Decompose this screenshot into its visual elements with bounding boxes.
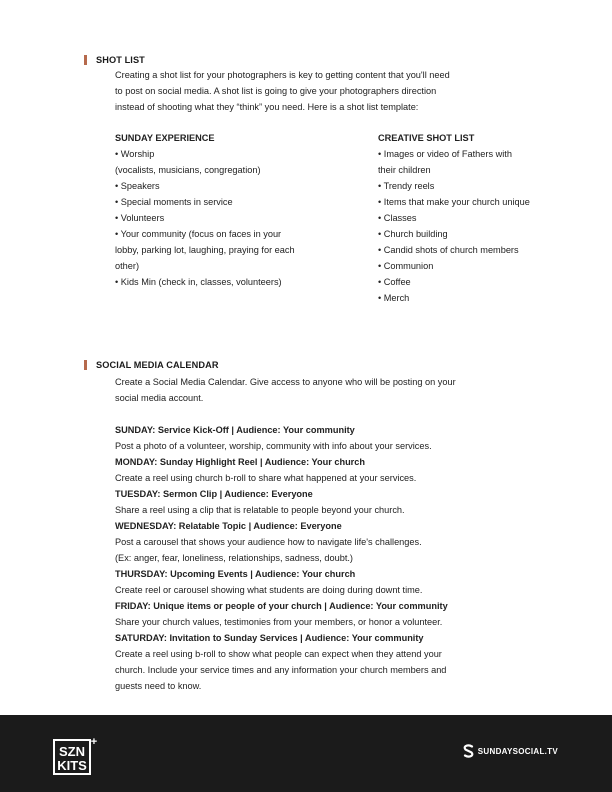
- calendar-day-saturday: [115, 630, 448, 694]
- day-heading: SATURDAY: Invitation to Sunday Services | Audience: Your community: [115, 633, 424, 643]
- intro-line: Creating a shot list for your photographers is key to getting content that you'll need: [115, 70, 450, 80]
- day-heading: TUESDAY: Sermon Clip | Audience: Everyone: [115, 489, 313, 499]
- list-item: • Your community (focus on faces in your: [115, 229, 282, 239]
- list-item: • Church building: [378, 229, 448, 239]
- list-item: • Images or video of Fathers with: [378, 149, 512, 159]
- sundaysocial-logo: [463, 744, 558, 758]
- calendar-day-thursday: [115, 566, 448, 598]
- sunday-experience-column: [115, 130, 295, 290]
- list-item: • Special moments in service: [115, 197, 233, 207]
- calendar-day-wednesday: [115, 518, 448, 566]
- list-item: • Volunteers: [115, 213, 165, 223]
- list-item: • Coffee: [378, 277, 411, 287]
- section-title: SOCIAL MEDIA CALENDAR: [96, 360, 219, 370]
- site-url: SUNDAYSOCIAL.TV: [477, 746, 558, 756]
- day-description: guests need to know.: [115, 681, 202, 691]
- intro-line: to post on social media. A shot list is going to give your photographers direction: [115, 86, 437, 96]
- day-description: Post a photo of a volunteer, worship, community with info about your services.: [115, 441, 432, 451]
- day-description: Share a reel using a clip that is relatable to people beyond your church.: [115, 505, 405, 515]
- logo-text-line2: KITS: [57, 758, 87, 773]
- day-heading: SUNDAY: Service Kick-Off | Audience: Your community: [115, 425, 355, 435]
- list-item: lobby, parking lot, laughing, praying for each: [115, 245, 295, 255]
- list-item: • Trendy reels: [378, 181, 435, 191]
- day-description: church. Include your service times and any information your church members and: [115, 665, 447, 675]
- intro-line: Create a Social Media Calendar. Give access to anyone who will be posting on your: [115, 377, 456, 387]
- shot-list-intro: [115, 67, 450, 115]
- intro-line: instead of shooting what they “think” you need. Here is a shot list template:: [115, 102, 419, 112]
- calendar-day-sunday: [115, 422, 448, 454]
- list-item: • Communion: [378, 261, 434, 271]
- s-mark-icon: [463, 744, 474, 758]
- list-item: • Worship: [115, 149, 155, 159]
- szn-kits-logo: [53, 736, 99, 776]
- day-heading: WEDNESDAY: Relatable Topic | Audience: Everyone: [115, 521, 342, 531]
- intro-line: social media account.: [115, 393, 204, 403]
- list-item: • Kids Min (check in, classes, volunteers): [115, 277, 282, 287]
- day-heading: THURSDAY: Upcoming Events | Audience: Your church: [115, 569, 356, 579]
- shot-list-heading: [84, 53, 145, 67]
- footer-bar: [0, 715, 612, 792]
- list-item: • Merch: [378, 293, 410, 303]
- calendar-day-tuesday: [115, 486, 448, 518]
- calendar-schedule: [115, 422, 448, 694]
- calendar-day-monday: [115, 454, 448, 486]
- list-item: • Candid shots of church members: [378, 245, 519, 255]
- creative-shot-list-column: [378, 130, 530, 306]
- list-item: • Classes: [378, 213, 417, 223]
- day-description: Share your church values, testimonies from your members, or honor a volunteer.: [115, 617, 443, 627]
- list-item: their children: [378, 165, 431, 175]
- calendar-heading: [84, 358, 219, 372]
- calendar-day-friday: [115, 598, 448, 630]
- column-title: CREATIVE SHOT LIST: [378, 133, 475, 143]
- list-item: • Items that make your church unique: [378, 197, 530, 207]
- day-description: Create a reel using church b-roll to share what happened at your services.: [115, 473, 417, 483]
- day-heading: FRIDAY: Unique items or people of your church | Audience: Your community: [115, 601, 448, 611]
- list-item: • Speakers: [115, 181, 160, 191]
- list-item: other): [115, 261, 140, 271]
- day-description: Create a reel using b-roll to show what people can expect when they attend your: [115, 649, 442, 659]
- list-item: (vocalists, musicians, congregation): [115, 165, 261, 175]
- section-title: SHOT LIST: [96, 55, 145, 65]
- plus-icon: +: [90, 736, 98, 748]
- day-description: (Ex: anger, fear, loneliness, relationships, sadness, doubt.): [115, 553, 353, 563]
- section-accent-bar: [84, 55, 87, 65]
- logo-text-line1: SZN: [59, 744, 85, 759]
- day-heading: MONDAY: Sunday Highlight Reel | Audience: Your church: [115, 457, 365, 467]
- szn-kits-logo-mark: [53, 736, 99, 776]
- section-accent-bar: [84, 360, 87, 370]
- calendar-intro: [115, 374, 456, 406]
- day-description: Post a carousel that shows your audience how to navigate life's challenges.: [115, 537, 422, 547]
- day-description: Create reel or carousel showing what students are doing during downt time.: [115, 585, 423, 595]
- column-title: SUNDAY EXPERIENCE: [115, 133, 215, 143]
